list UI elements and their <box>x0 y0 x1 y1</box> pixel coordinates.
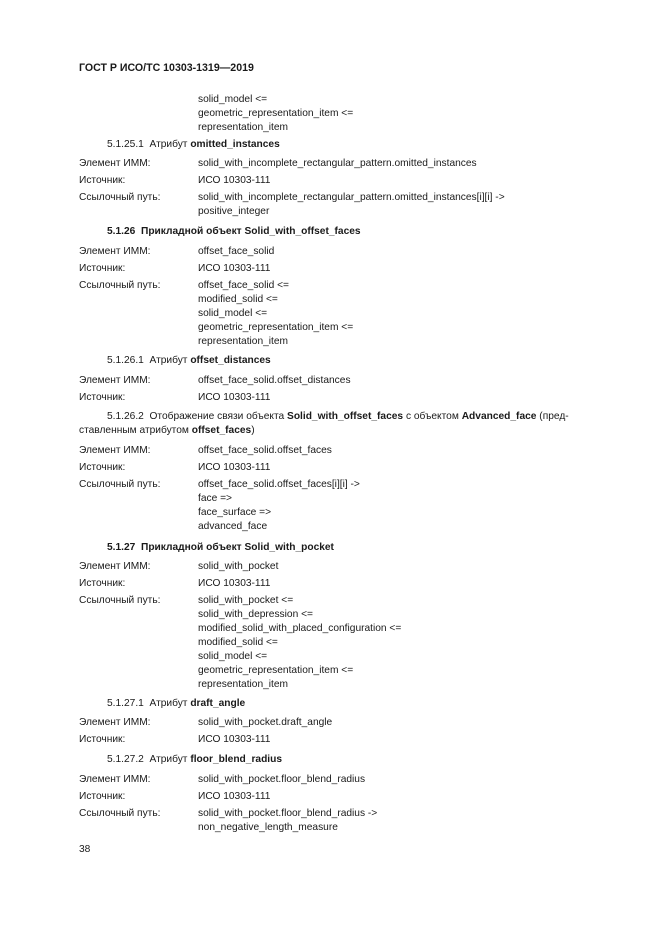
mapping-text: с объектом <box>405 411 459 422</box>
source-label: Источник: <box>79 578 126 589</box>
path-line: face_surface => <box>198 507 272 518</box>
section-number: 5.1.26 <box>107 226 136 237</box>
attribute-name: omitted_instances <box>190 139 280 150</box>
subsection-heading-5-1-26-1 <box>107 354 271 367</box>
subsection-heading-continuation <box>79 424 255 437</box>
path-line: modified_solid <= <box>198 637 278 648</box>
subsection-heading-5-1-27-2 <box>107 753 282 766</box>
path-line: offset_face_solid <= <box>198 280 290 291</box>
source-label: Источник: <box>79 734 126 745</box>
section-heading-5-1-26 <box>107 225 361 238</box>
element-label: Элемент ИММ: <box>79 774 151 785</box>
path-line: non_negative_length_measure <box>198 822 338 833</box>
path-line: offset_face_solid.offset_faces[i][i] -> <box>198 479 360 490</box>
section-number: 5.1.27.1 <box>107 698 144 709</box>
source-value: ИСО 10303-111 <box>198 392 271 403</box>
element-label: Элемент ИММ: <box>79 561 151 572</box>
path-line: representation_item <box>198 122 289 133</box>
path-line: solid_model <= <box>198 308 268 319</box>
element-value: solid_with_pocket.draft_angle <box>198 717 333 728</box>
section-number: 5.1.27 <box>107 542 136 553</box>
source-value: ИСО 10303-111 <box>198 462 271 473</box>
attribute-name: draft_angle <box>190 698 246 709</box>
applied-object-word: Прикладной объект <box>141 226 242 237</box>
source-label: Источник: <box>79 392 126 403</box>
attr-word: Атрибут <box>149 139 188 150</box>
source-label: Источник: <box>79 462 126 473</box>
source-label: Источник: <box>79 263 126 274</box>
section-number: 5.1.25.1 <box>107 139 144 150</box>
path-line: positive_integer <box>198 206 270 217</box>
element-label: Элемент ИММ: <box>79 246 151 257</box>
source-value: ИСО 10303-111 <box>198 734 271 745</box>
object-name: Solid_with_offset_faces <box>287 411 404 422</box>
path-line: solid_with_depression <= <box>198 609 313 620</box>
attr-word: Атрибут <box>149 355 188 366</box>
attribute-name: floor_blend_radius <box>190 754 283 765</box>
attribute-name: offset_faces <box>191 425 252 436</box>
source-value: ИСО 10303-111 <box>198 791 271 802</box>
subsection-heading-5-1-25-1 <box>107 138 280 151</box>
element-value: solid_with_pocket <box>198 561 279 572</box>
source-value: ИСО 10303-111 <box>198 578 271 589</box>
path-line: solid_model <= <box>198 651 268 662</box>
section-number: 5.1.26.2 <box>107 411 144 422</box>
attr-word: Атрибут <box>149 698 188 709</box>
section-number: 5.1.27.2 <box>107 754 144 765</box>
object-name: Advanced_face <box>461 411 537 422</box>
source-label: Источник: <box>79 791 126 802</box>
ref-path-label: Ссылочный путь: <box>79 280 161 291</box>
ref-path-label: Ссылочный путь: <box>79 595 161 606</box>
path-line: solid_with_incomplete_rectangular_pattern.omitted_instances[i][i] -> <box>198 192 505 203</box>
path-line: solid_model <= <box>198 94 268 105</box>
element-label: Элемент ИММ: <box>79 445 151 456</box>
element-value: offset_face_solid.offset_distances <box>198 375 351 386</box>
mapping-text: Отображение связи объекта <box>149 411 285 422</box>
document-header: ГОСТ Р ИСО/ТС 10303-1319—2019 <box>79 62 254 74</box>
subsection-heading-5-1-26-2 <box>107 410 569 423</box>
source-value: ИСО 10303-111 <box>198 263 271 274</box>
source-label: Источник: <box>79 175 126 186</box>
element-value: offset_face_solid <box>198 246 275 257</box>
attribute-name: offset_distances <box>190 355 271 366</box>
mapping-text: ставленным атрибутом <box>79 425 189 436</box>
path-line: geometric_representation_item <= <box>198 665 354 676</box>
element-label: Элемент ИММ: <box>79 717 151 728</box>
section-number: 5.1.26.1 <box>107 355 144 366</box>
object-name: Solid_with_offset_faces <box>244 226 361 237</box>
section-heading-5-1-27 <box>107 541 334 554</box>
ref-path-label: Ссылочный путь: <box>79 192 161 203</box>
path-line: advanced_face <box>198 521 268 532</box>
path-line: face => <box>198 493 232 504</box>
path-line: representation_item <box>198 679 289 690</box>
attr-word: Атрибут <box>149 754 188 765</box>
subsection-heading-5-1-27-1 <box>107 697 245 710</box>
ref-path-label: Ссылочный путь: <box>79 479 161 490</box>
element-value: offset_face_solid.offset_faces <box>198 445 332 456</box>
path-line: solid_with_pocket.floor_blend_radius -> <box>198 808 378 819</box>
mapping-text: ) <box>251 425 255 436</box>
source-value: ИСО 10303-111 <box>198 175 271 186</box>
path-line: geometric_representation_item <= <box>198 108 354 119</box>
path-line: representation_item <box>198 336 289 347</box>
path-line: geometric_representation_item <= <box>198 322 354 333</box>
applied-object-word: Прикладной объект <box>141 542 242 553</box>
element-label: Элемент ИММ: <box>79 375 151 386</box>
path-line: modified_solid <= <box>198 294 278 305</box>
element-value: solid_with_pocket.floor_blend_radius <box>198 774 366 785</box>
ref-path-label: Ссылочный путь: <box>79 808 161 819</box>
path-line: modified_solid_with_placed_configuration <= <box>198 623 402 634</box>
page-number: 38 <box>79 844 91 855</box>
mapping-text: (пред- <box>539 411 569 422</box>
path-line: solid_with_pocket <= <box>198 595 294 606</box>
object-name: Solid_with_pocket <box>244 542 334 553</box>
element-label: Элемент ИММ: <box>79 158 151 169</box>
element-value: solid_with_incomplete_rectangular_pattern.omitted_instances <box>198 158 477 169</box>
